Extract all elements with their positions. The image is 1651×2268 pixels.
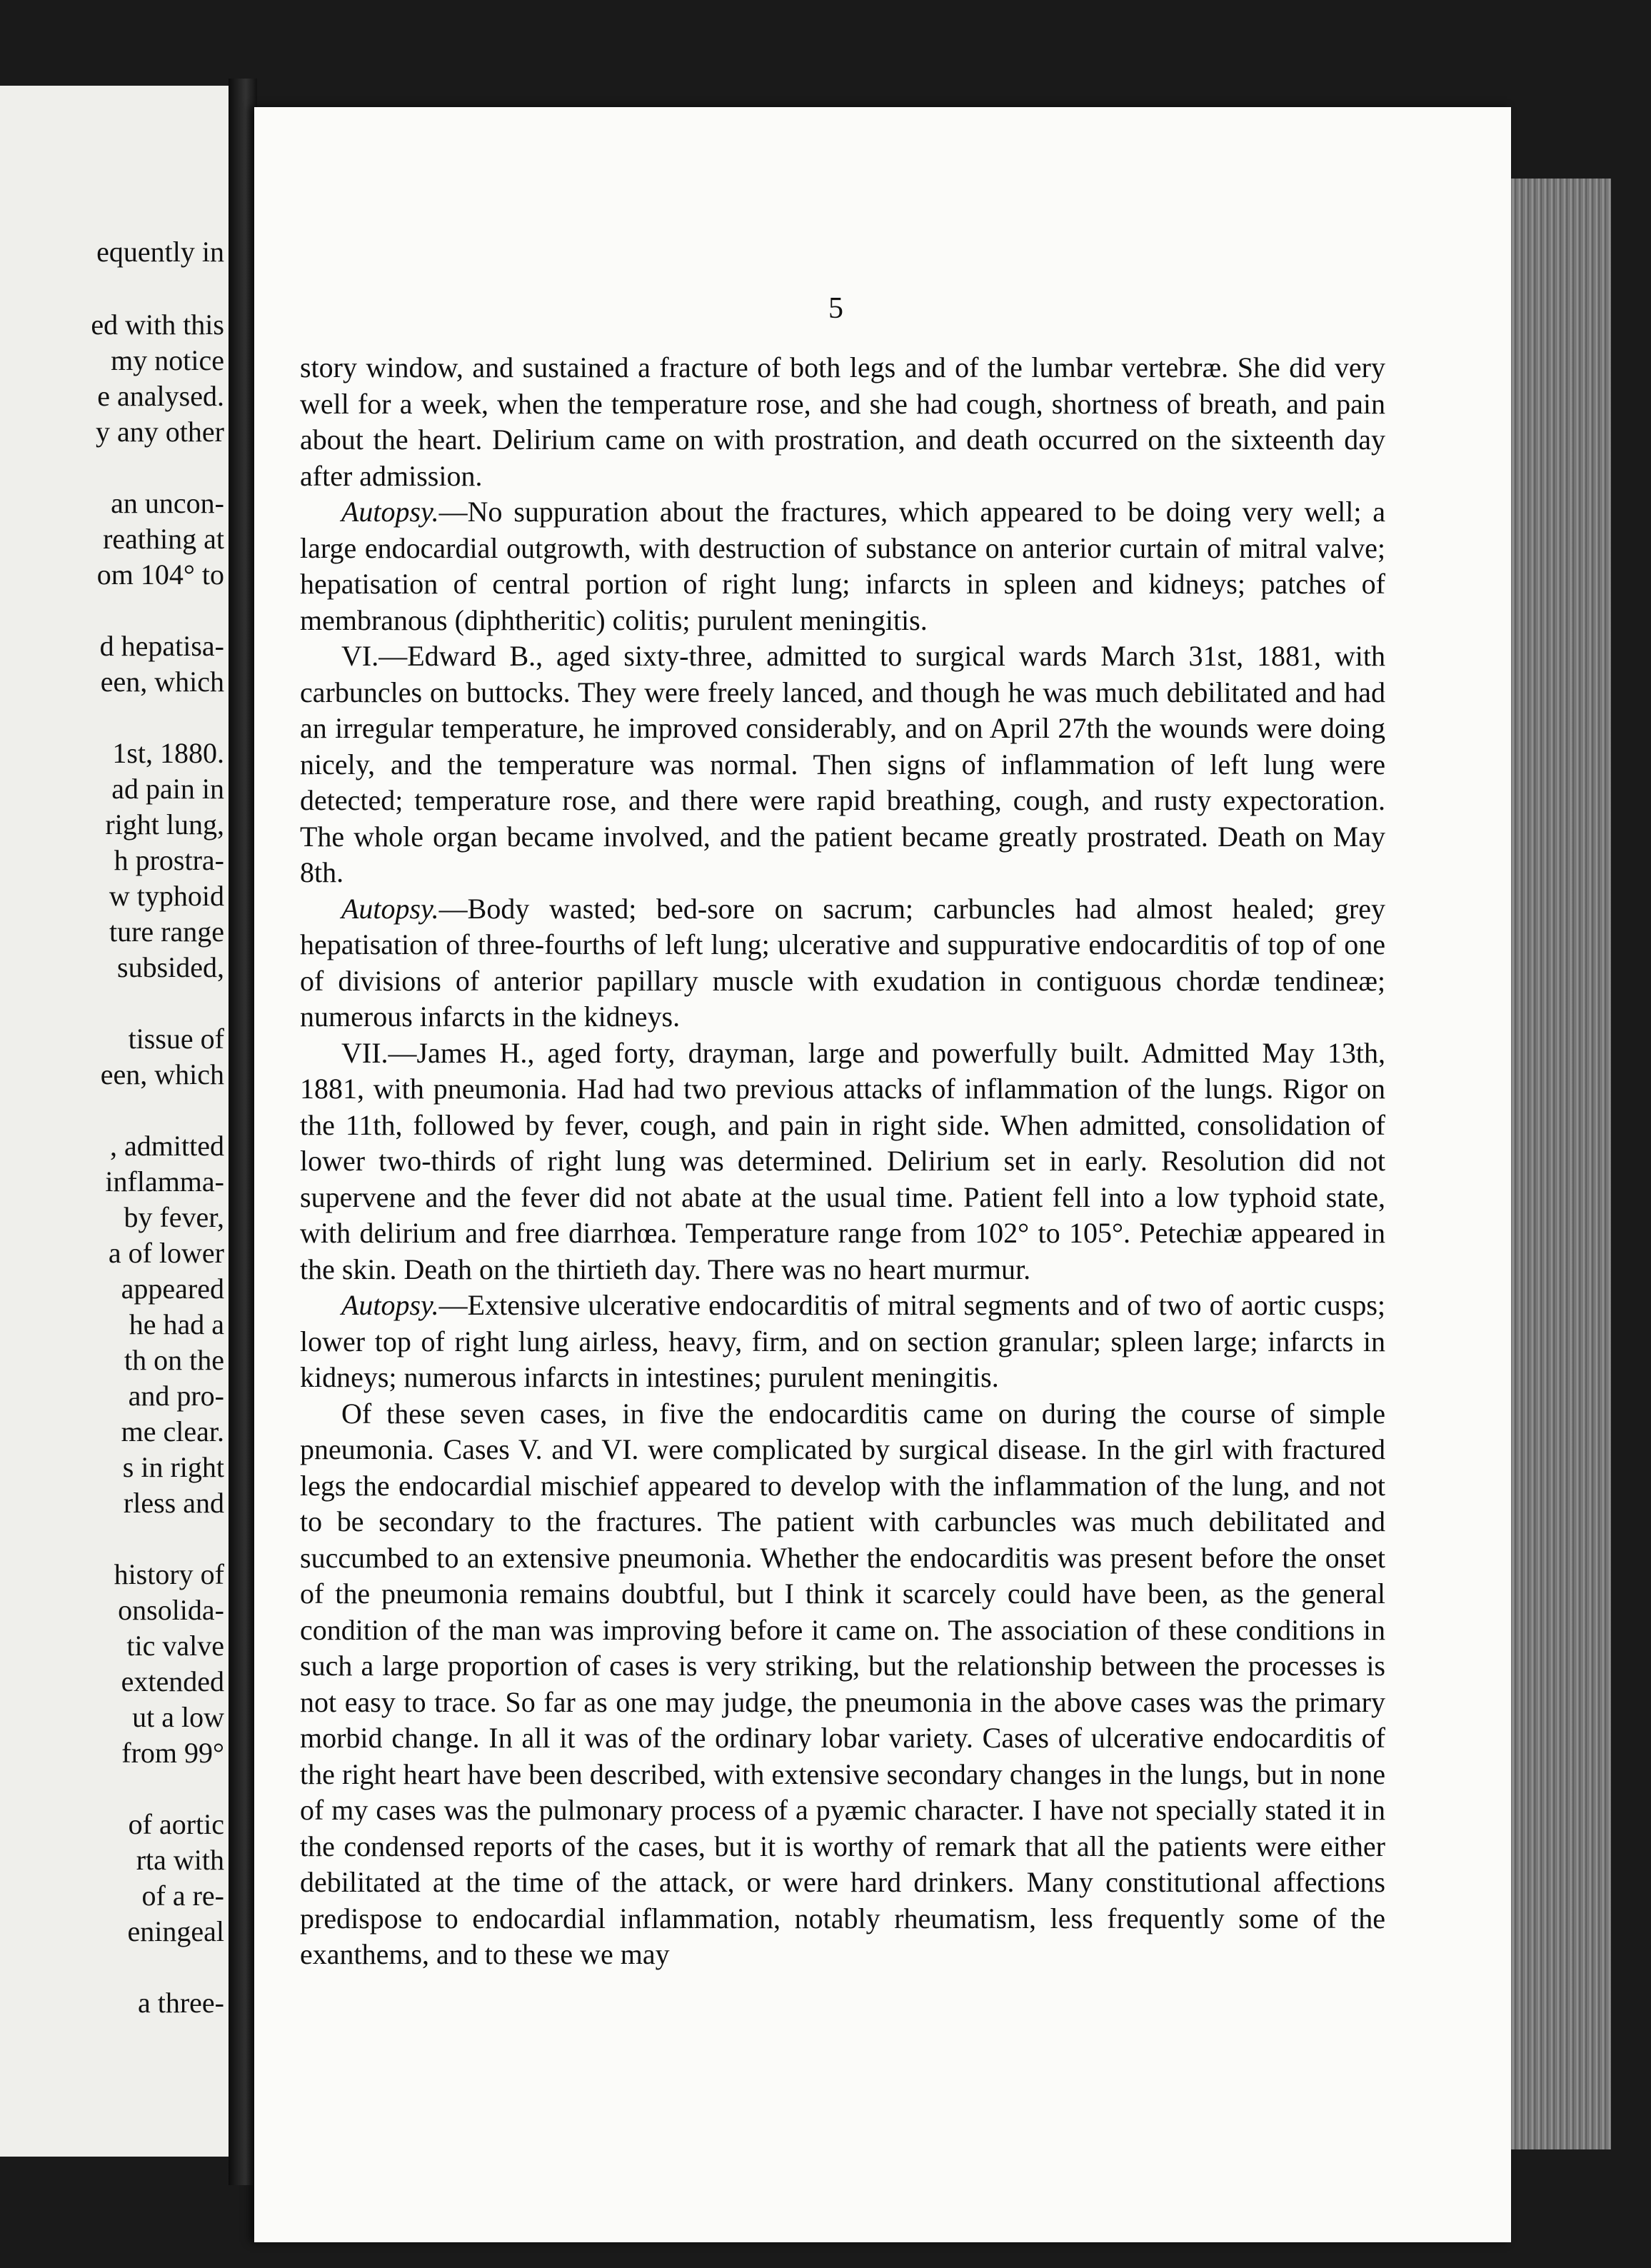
paragraph-text: —Body wasted; bed-sore on sacrum; carbuncles had almost healed; grey hepatisation of three-fourths of left lung; ulcerative and suppurative endocarditis of top of one of divisions of anterior papillary muscle with exudation in contiguous chordæ tendineæ; numerous infarcts in the kidneys. — [300, 892, 1385, 1033]
left-page-line: an uncon- — [111, 487, 224, 519]
left-page-line: of a re- — [141, 1880, 224, 1912]
left-page-line: d hepatisa- — [99, 630, 224, 662]
left-page-line: y any other — [96, 416, 224, 448]
left-page-line: h prostra- — [114, 844, 224, 876]
left-page-line: of aortic — [128, 1808, 224, 1840]
left-page-line: me clear. — [121, 1415, 224, 1447]
left-page-line: 1st, 1880. — [112, 737, 224, 769]
runin-heading: Autopsy. — [341, 1289, 439, 1321]
paragraph — [300, 1396, 1385, 1973]
left-page-line: eningeal — [127, 1915, 224, 1947]
runin-heading: Autopsy. — [341, 892, 439, 925]
left-page-line: ad pain in — [111, 773, 224, 805]
paragraph — [300, 638, 1385, 891]
left-page-line: from 99° — [121, 1737, 224, 1769]
page-body — [300, 350, 1385, 1973]
left-page-line: my notice — [111, 344, 224, 376]
left-page-line: ed with this — [91, 308, 224, 341]
left-page-line: equently in — [96, 236, 224, 268]
left-page-line: ture range — [109, 915, 224, 948]
paragraph — [300, 494, 1385, 638]
left-page-line: om 104° to — [96, 558, 224, 591]
runin-heading: Autopsy. — [341, 496, 439, 528]
paragraph-text: —No suppuration about the fractures, which appeared to be doing very well; a large endocardial outgrowth, with destruction of substance on anterior curtain of mitral valve; hepatisation of central portion of right lung; infarcts in spleen and kidneys; patches of membranous (diphtheritic) colitis; purulent meningitis. — [300, 496, 1385, 636]
paragraph — [300, 891, 1385, 1035]
left-page-line: history of — [114, 1558, 224, 1590]
paragraph-text: VI.—Edward B., aged sixty-three, admitted to surgical wards March 31st, 1881, with carbuncles on buttocks. They were freely lanced, and though he was much debilitated and had an irregular temperature, he improved considerably, and on April 27th the wounds were doing nicely, and the temperature was normal. Then signs of inflammation of left lung were detected; temperature rose, and there were rapid breathing, cough, and rusty expectoration. The whole organ became involved, and the patient became greatly prostrated. Death on May 8th. — [300, 640, 1385, 888]
left-page-line: een, which — [100, 1058, 224, 1090]
paragraph-text: —Extensive ulcerative endocarditis of mitral segments and of two of aortic cusps; lower top of right lung airless, heavy, firm, and on section granular; spleen large; infarcts in kidneys; numerous infarcts in intestines; purulent meningitis. — [300, 1289, 1385, 1393]
left-page-line: by fever, — [124, 1201, 224, 1233]
paragraph — [300, 1288, 1385, 1396]
left-page-line: a three- — [137, 1987, 224, 2019]
left-page-line: th on the — [124, 1344, 224, 1376]
paragraph-text: VII.—James H., aged forty, drayman, large and powerfully built. Admitted May 13th, 1881, with pneumonia. Had had two previous attacks of inflammation of the lungs. Rigor on the 11th, followed by fever, cough, and pain in right side. When admitted, consolidation of lower two-thirds of right lung was determined. Delirium set in early. Resolution did not supervene and the fever did not abate at the usual time. Patient fell into a low typhoid state, with delirium and free diarrhœa. Temperature range from 102° to 105°. Petechiæ appeared in the skin. Death on the thirtieth day. There was no heart murmur. — [300, 1036, 1385, 1285]
page-number: 5 — [828, 292, 843, 325]
left-page-line: onsolida- — [118, 1594, 224, 1626]
left-page-line: he had a — [129, 1308, 224, 1340]
left-page-line: , admitted — [110, 1130, 224, 1162]
left-page-line: w typhoid — [109, 880, 224, 912]
paragraph-text: Of these seven cases, in five the endocarditis came on during the course of simple pneumonia. Cases V. and VI. were complicated by surgical disease. In the girl with fractured legs the endocardial mischief appeared to develop with the inflammation of the lung, and not to be secondary to the fractures. The patient with carbuncles was much debilitated and succumbed to an extensive pneumonia. Whether the endocarditis was present before the onset of the pneumonia remains doubtful, but I think it scarcely could have been, as the general condition of the man was improving before it came on. The association of these conditions in such a large proportion of cases is very striking, but the relationship between the processes is not easy to trace. So far as one may judge, the pneumonia in the above cases was the primary morbid change. In all it was of the ordinary lobar variety. Cases of ulcerative endocarditis of the right heart have been described, with extensive secondary changes in the lungs, but in none of my cases was the pulmonary process of a pyæmic character. I have not specially stated it in the condensed reports of the cases, but it is worthy of remark that all the patients were either debilitated at the time of the attack, or were hard drinkers. Many constitutional affections predispose to endocardial inflammation, notably rheumatism, less frequently some of the exanthems, and to these we may — [300, 1397, 1385, 1970]
left-page-line: rta with — [136, 1844, 224, 1876]
left-page-line: inflamma- — [105, 1165, 224, 1198]
left-page-line: extended — [121, 1665, 224, 1697]
left-page-line: right lung, — [105, 808, 224, 841]
left-page-line: ut a low — [132, 1701, 224, 1733]
paragraph-text: story window, and sustained a fracture of both legs and of the lumbar vertebræ. She did very well for a week, when the temperature rose, and she had cough, shortness of breath, and pain about the heart. Delirium came on with prostration, and death occurred on the sixteenth day after admission. — [300, 351, 1385, 492]
book-gutter — [229, 79, 257, 2185]
left-page-line: a of lower — [108, 1237, 224, 1269]
left-page-line: s in right — [122, 1451, 224, 1483]
left-page-line: tic valve — [126, 1630, 224, 1662]
left-page-line: and pro- — [128, 1380, 224, 1412]
left-page-line: rless and — [123, 1487, 224, 1519]
left-page-line: tissue of — [128, 1023, 224, 1055]
previous-page-fragment — [0, 86, 229, 2157]
left-page-line: appeared — [121, 1273, 224, 1305]
left-page-line: reathing at — [103, 523, 224, 555]
left-page-line: e analysed. — [97, 380, 224, 412]
paragraph — [300, 1035, 1385, 1288]
left-page-line: een, which — [100, 666, 224, 698]
left-page-line: subsided, — [117, 951, 224, 983]
page-edges — [1511, 179, 1611, 2149]
paragraph — [300, 350, 1385, 494]
